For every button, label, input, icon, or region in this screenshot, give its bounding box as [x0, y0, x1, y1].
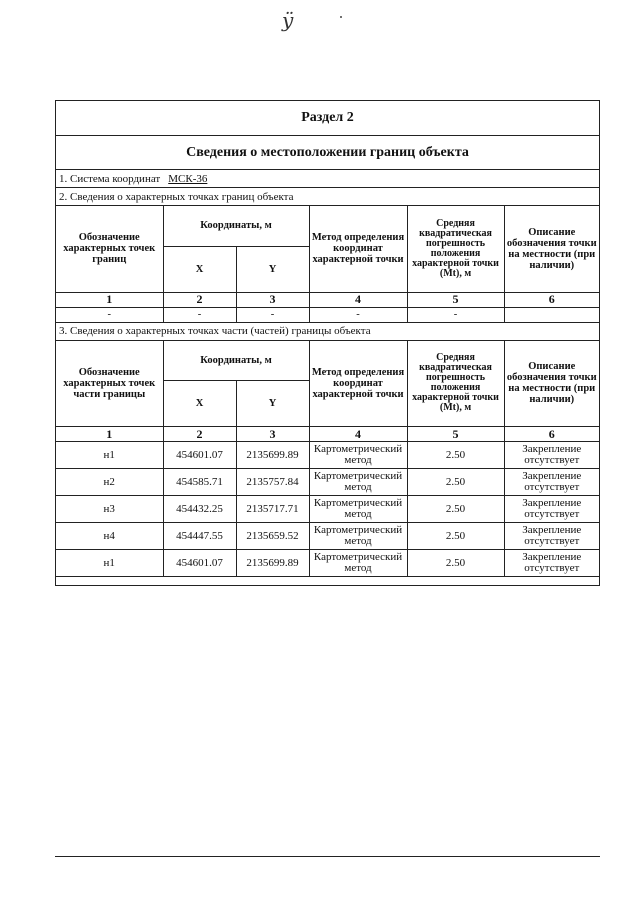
cell-y: 2135717.71 — [236, 496, 309, 523]
cell-name: н1 — [56, 442, 163, 469]
section-sheet — [55, 100, 600, 586]
cell-x: 454601.07 — [163, 442, 236, 469]
header-description: Описание обозначения точки на местности (при наличии) — [504, 341, 599, 427]
part2-title: 2. Сведения о характерных точках границ объекта — [56, 188, 599, 206]
column-number: 2 — [163, 292, 236, 307]
cell-accuracy: 2.50 — [407, 550, 504, 577]
header-accuracy: Средняя квадратическая погрешность положения характерной точки (Mt), м — [407, 206, 504, 292]
border-points-table — [56, 206, 599, 323]
coordinate-system-value: МСК-36 — [168, 172, 208, 185]
cell-method: - — [309, 307, 407, 322]
part-points-table — [56, 341, 599, 578]
column-number: 6 — [504, 427, 599, 442]
coordinate-system-label: 1. Система координат — [59, 172, 161, 185]
section-title: Раздел 2 — [56, 101, 599, 136]
header-accuracy: Средняя квадратическая погрешность положения характерной точки (Mt), м — [407, 341, 504, 427]
column-number: 1 — [56, 292, 163, 307]
cell-accuracy: 2.50 — [407, 496, 504, 523]
cell-description: Закрепление отсутствует — [504, 496, 599, 523]
table-row — [56, 550, 599, 577]
column-number: 1 — [56, 427, 163, 442]
column-number: 4 — [309, 292, 407, 307]
cell-method: Картометрический метод — [309, 523, 407, 550]
column-number: 3 — [236, 292, 309, 307]
header-coordinates: Координаты, м — [163, 341, 309, 381]
ink-dot — [340, 16, 342, 18]
coordinate-system-row — [56, 170, 599, 188]
column-numbers-row — [56, 292, 599, 307]
header-y: Y — [236, 246, 309, 292]
cell-y: - — [236, 307, 309, 322]
table-row — [56, 523, 599, 550]
cell-name: н1 — [56, 550, 163, 577]
header-method: Метод определения координат характерной точки — [309, 206, 407, 292]
cell-description: Закрепление отсутствует — [504, 523, 599, 550]
page-number-mark: ӱ — [282, 8, 294, 32]
header-x: X — [163, 381, 236, 427]
cell-y: 2135699.89 — [236, 550, 309, 577]
cell-x: 454601.07 — [163, 550, 236, 577]
column-number: 2 — [163, 427, 236, 442]
header-x: X — [163, 246, 236, 292]
cell-accuracy: 2.50 — [407, 523, 504, 550]
cell-x: 454447.55 — [163, 523, 236, 550]
section-subtitle: Сведения о местоположении границ объекта — [56, 136, 599, 170]
cell-accuracy: - — [407, 307, 504, 322]
column-number: 4 — [309, 427, 407, 442]
column-numbers-row — [56, 427, 599, 442]
header-description: Описание обозначения точки на местности (при наличии) — [504, 206, 599, 292]
table-row — [56, 469, 599, 496]
cell-x: 454585.71 — [163, 469, 236, 496]
cell-method: Картометрический метод — [309, 496, 407, 523]
cell-description — [504, 307, 599, 322]
cell-y: 2135757.84 — [236, 469, 309, 496]
column-number: 6 — [504, 292, 599, 307]
cell-name: н3 — [56, 496, 163, 523]
cell-description: Закрепление отсутствует — [504, 550, 599, 577]
cell-description: Закрепление отсутствует — [504, 469, 599, 496]
header-point-name: Обозначение характерных точек границ — [56, 206, 163, 292]
column-number: 5 — [407, 292, 504, 307]
part3-title: 3. Сведения о характерных точках части (частей) границы объекта — [56, 323, 599, 341]
table-row — [56, 496, 599, 523]
cell-method: Картометрический метод — [309, 442, 407, 469]
cell-y: 2135699.89 — [236, 442, 309, 469]
cell-x: 454432.25 — [163, 496, 236, 523]
table-row — [56, 442, 599, 469]
cell-description: Закрепление отсутствует — [504, 442, 599, 469]
column-number: 3 — [236, 427, 309, 442]
cell-name: н2 — [56, 469, 163, 496]
column-number: 5 — [407, 427, 504, 442]
cell-accuracy: 2.50 — [407, 442, 504, 469]
footer-divider — [55, 856, 600, 857]
cell-method: Картометрический метод — [309, 469, 407, 496]
cell-name: н4 — [56, 523, 163, 550]
header-point-name: Обозначение характерных точек части границы — [56, 341, 163, 427]
header-method: Метод определения координат характерной точки — [309, 341, 407, 427]
cell-y: 2135659.52 — [236, 523, 309, 550]
cell-accuracy: 2.50 — [407, 469, 504, 496]
table-row — [56, 307, 599, 322]
header-y: Y — [236, 381, 309, 427]
cell-name: - — [56, 307, 163, 322]
header-coordinates: Координаты, м — [163, 206, 309, 246]
cell-method: Картометрический метод — [309, 550, 407, 577]
cell-x: - — [163, 307, 236, 322]
